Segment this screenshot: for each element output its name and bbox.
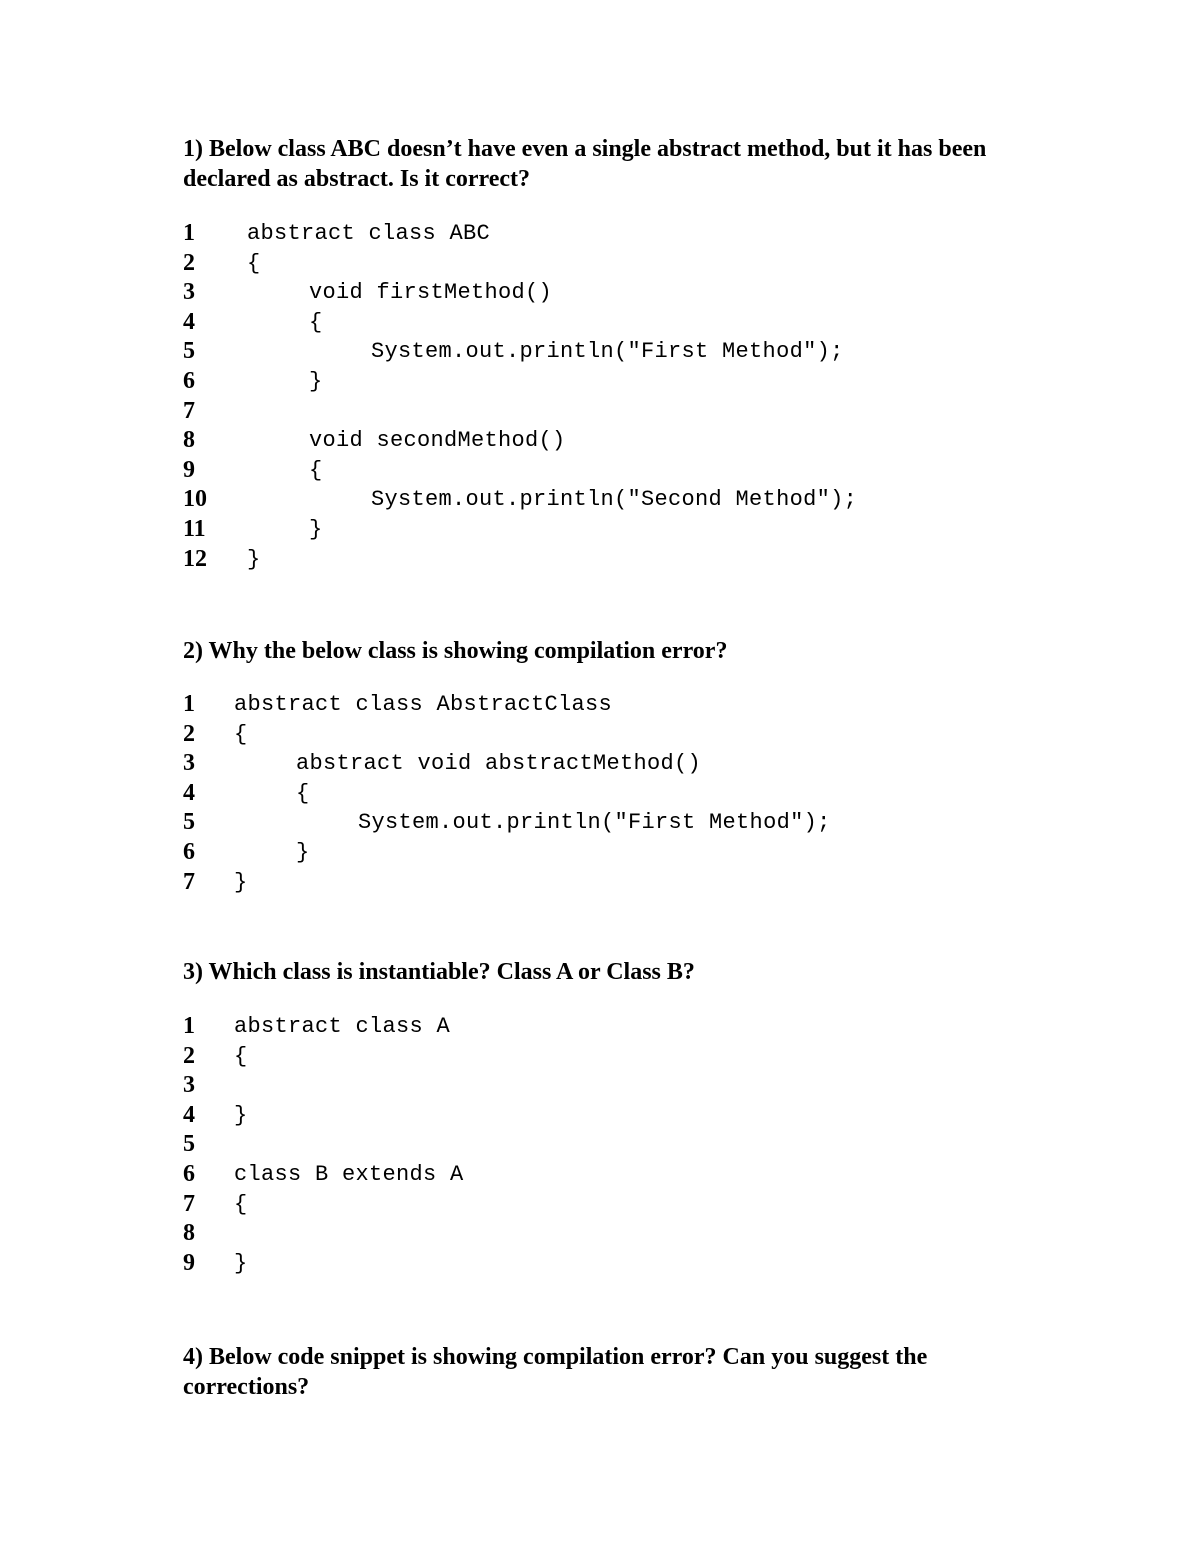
question-2-code-block [183,690,1083,897]
line-number: 8 [183,427,195,454]
line-number: 4 [183,1101,195,1128]
code-text: abstract class A [234,1014,451,1039]
line-number: 2 [183,1042,195,1069]
code-line [183,1160,1083,1190]
code-text: { [247,250,261,276]
question-1-code-block [183,219,1083,574]
code-line [183,249,1083,279]
code-line [183,308,1083,338]
code-line [183,1219,1083,1249]
code-text: void secondMethod() [309,428,566,454]
code-line [183,1071,1083,1101]
code-text: } [247,546,261,572]
line-number: 9 [183,1249,195,1276]
line-number: 2 [183,720,195,747]
code-line [183,219,1083,249]
line-number: 9 [183,456,195,483]
line-number: 3 [183,279,195,306]
question-2-prompt: 2) Why the below class is showing compilation error? [183,638,728,664]
line-number: 5 [183,338,195,365]
code-text: } [234,1250,248,1276]
code-text: { [309,309,323,335]
code-line [183,838,1083,868]
question-3-prompt: 3) Which class is instantiable? Class A or Class B? [183,959,695,985]
code-line [183,278,1083,308]
line-number: 4 [183,779,195,806]
line-number: 12 [183,545,207,572]
code-line [183,545,1083,575]
line-number: 8 [183,1220,195,1247]
code-text: abstract class ABC [247,221,491,246]
line-number: 5 [183,809,195,836]
line-number: 7 [183,1190,195,1217]
code-text: { [234,1191,248,1217]
line-number: 6 [183,367,195,394]
code-text: System.out.println("First Method"); [371,339,844,365]
question-4-prompt: 4) Below code snippet is showing compilation error? Can you suggest the corrections? [183,1344,928,1400]
line-number: 7 [183,397,195,424]
code-text: abstract void abstractMethod() [296,751,702,777]
code-text: } [234,869,248,895]
line-number: 10 [183,486,207,513]
line-number: 2 [183,249,195,276]
line-number: 5 [183,1131,195,1158]
code-text: } [234,1102,248,1128]
code-text: System.out.println("First Method"); [358,810,831,836]
line-number: 4 [183,308,195,335]
code-text: void firstMethod() [309,280,553,306]
code-line [183,779,1083,809]
code-line [183,1130,1083,1160]
code-text: } [309,368,323,394]
code-line [183,485,1083,515]
line-number: 6 [183,838,195,865]
question-3-code-block [183,1012,1083,1278]
code-line [183,337,1083,367]
code-line [183,456,1083,486]
code-text: } [309,516,323,542]
code-line [183,1249,1083,1279]
code-line [183,1101,1083,1131]
code-line [183,1012,1083,1042]
line-number: 3 [183,750,195,777]
line-number: 1 [183,220,195,246]
code-line [183,720,1083,750]
code-text: { [234,721,248,747]
code-text: { [296,780,310,806]
question-1-prompt: 1) Below class ABC doesn’t have even a single abstract method, but it has been declared as abstract. Is it correct? [183,136,987,192]
code-line [183,749,1083,779]
code-line [183,367,1083,397]
code-line [183,1042,1083,1072]
code-line [183,426,1083,456]
code-line [183,868,1083,898]
code-text: { [309,457,323,483]
code-line [183,397,1083,427]
code-line [183,515,1083,545]
code-text: { [234,1043,248,1069]
code-text: abstract class AbstractClass [234,692,613,717]
code-line [183,690,1083,720]
code-text: class B extends A [234,1161,464,1187]
code-line [183,808,1083,838]
line-number: 11 [183,515,206,542]
code-text: } [296,839,310,865]
line-number: 3 [183,1072,195,1099]
line-number: 1 [183,691,195,717]
code-line [183,1190,1083,1220]
line-number: 7 [183,868,195,895]
line-number: 1 [183,1013,195,1039]
code-text: System.out.println("Second Method"); [371,487,858,513]
line-number: 6 [183,1160,195,1187]
